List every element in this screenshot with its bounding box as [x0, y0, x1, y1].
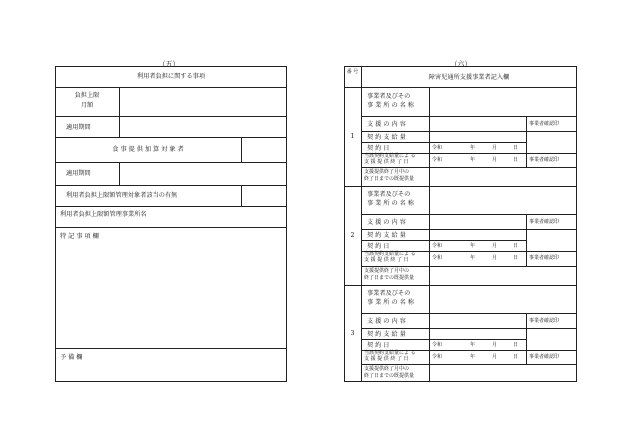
divider: [55, 162, 287, 163]
notes-label: 特 記 事 項 欄: [60, 233, 99, 240]
day-label: 日: [513, 243, 519, 249]
day-label: 日: [513, 354, 519, 360]
divider: [119, 87, 120, 137]
page-label-five: （五）: [158, 60, 180, 68]
management-target-label: 利用者負担上限額管理対象者該当の有無: [66, 192, 178, 199]
divider: [361, 66, 362, 382]
divider: [241, 137, 242, 162]
provider-name-label: 事 業 所 の 名 称: [367, 200, 414, 207]
divider: [55, 206, 287, 207]
confirm-seal-label: 事業者確認印: [529, 121, 560, 127]
year-label: 年: [470, 157, 476, 163]
contract-date-label: 契 約 日: [367, 243, 390, 250]
divider: [361, 240, 526, 241]
era-label: 令和: [432, 157, 443, 163]
burden-title: 利用者負担に関する事項: [136, 73, 206, 80]
provider-name-label: 事 業 所 の 名 称: [367, 299, 414, 306]
year-label: 年: [470, 255, 476, 261]
number-header: 番 号: [346, 69, 359, 75]
divider: [344, 87, 577, 88]
era-label: 令和: [432, 354, 443, 360]
divider: [526, 313, 527, 364]
month-label: 月: [492, 342, 498, 348]
month-label: 月: [492, 255, 498, 261]
provided-amount-label: 終了日までの既提供量: [364, 275, 415, 281]
era-label: 令和: [432, 342, 443, 348]
divider: [526, 214, 527, 266]
day-label: 日: [513, 145, 519, 151]
contract-date-label: 契 約 日: [367, 342, 390, 349]
provided-amount-label: 終了日までの既提供量: [364, 373, 415, 379]
divider: [55, 87, 287, 88]
day-label: 日: [513, 255, 519, 261]
divider: [361, 167, 577, 168]
divider: [119, 162, 120, 185]
divider: [55, 137, 287, 138]
divider: [361, 266, 577, 267]
divider: [361, 328, 577, 329]
divider: [361, 214, 577, 215]
confirm-seal-label: 事業者確認印: [529, 157, 560, 163]
month-label: 月: [492, 243, 498, 249]
end-date-label: 支 援 提 供 終 了 日: [364, 159, 409, 165]
provider-name-label: 事 業 所 の 名 称: [367, 102, 414, 109]
divider: [526, 116, 527, 167]
end-date-label: 支 援 提 供 終 了 日: [364, 356, 409, 362]
month-label: 月: [492, 157, 498, 163]
divider: [55, 227, 287, 228]
era-label: 令和: [432, 145, 443, 151]
end-date-label: 支 援 提 供 終 了 日: [364, 257, 409, 263]
end-date-label: 当該契約支給量によ る: [364, 153, 416, 159]
row-number: 2: [350, 232, 355, 239]
divider: [429, 186, 430, 285]
provider-name-label: 事業者及びその: [367, 191, 411, 198]
day-label: 日: [513, 342, 519, 348]
page-label-six: （六）: [450, 60, 472, 68]
year-label: 年: [470, 354, 476, 360]
contract-date-label: 契 約 日: [367, 145, 390, 152]
content-label: 支 援 の 内 容: [367, 219, 406, 226]
end-date-label: 当該契約支給量によ る: [364, 350, 416, 356]
meal-addition-label: 食 事 提 供 加 算 対 象 者: [112, 146, 184, 153]
end-date-label: 当該契約支給量によ る: [364, 251, 416, 257]
provided-amount-label: 支援提供終了月中の: [364, 169, 410, 175]
divider: [344, 186, 577, 187]
provided-amount-label: 支援提供終了月中の: [364, 268, 410, 274]
provider-name-label: 事業者及びその: [367, 93, 411, 100]
divider: [361, 339, 526, 340]
divider: [361, 116, 577, 117]
year-label: 年: [470, 342, 476, 348]
amount-label: 契 約 支 給 量: [367, 134, 406, 141]
divider: [361, 313, 577, 314]
confirm-seal-label: 事業者確認印: [529, 318, 560, 324]
divider: [55, 348, 287, 349]
content-label: 支 援 の 内 容: [367, 121, 406, 128]
reserve-label: 予 備 欄: [60, 354, 83, 361]
month-label: 月: [492, 354, 498, 360]
provided-amount-label: 支援提供終了月中の: [364, 366, 410, 372]
content-label: 支 援 の 内 容: [367, 318, 406, 325]
management-office-label: 利用者負担上限額管理事業所名: [60, 211, 147, 218]
provider-name-label: 事業者及びその: [367, 290, 411, 297]
era-label: 令和: [432, 255, 443, 261]
divider: [55, 116, 287, 117]
divider: [241, 185, 242, 206]
era-label: 令和: [432, 243, 443, 249]
day-label: 日: [513, 157, 519, 163]
period-label: 適用期間: [66, 170, 91, 177]
divider: [344, 285, 577, 286]
year-label: 年: [470, 145, 476, 151]
row-number: 1: [350, 133, 355, 140]
amount-label: 契 約 支 給 量: [367, 232, 406, 239]
confirm-seal-label: 事業者確認印: [529, 354, 560, 360]
divider: [361, 364, 577, 365]
divider: [361, 131, 577, 132]
period-label: 適用期間: [66, 124, 91, 131]
burden-form-frame: [55, 66, 287, 382]
divider: [429, 87, 430, 186]
row-number: 3: [350, 330, 355, 337]
limit-amount-label-2: 月額: [80, 102, 94, 109]
confirm-seal-label: 事業者確認印: [529, 255, 560, 261]
amount-label: 契 約 支 給 量: [367, 331, 406, 338]
provided-amount-label: 終了日までの既提供量: [364, 176, 415, 182]
divider: [55, 185, 287, 186]
divider: [429, 285, 430, 382]
year-label: 年: [470, 243, 476, 249]
provider-title: 障害児通所支援事業者記入欄: [428, 74, 510, 81]
month-label: 月: [492, 145, 498, 151]
limit-amount-label-1: 負担上限: [74, 92, 100, 99]
divider: [361, 229, 577, 230]
confirm-seal-label: 事業者確認印: [529, 219, 560, 225]
divider: [361, 142, 526, 143]
